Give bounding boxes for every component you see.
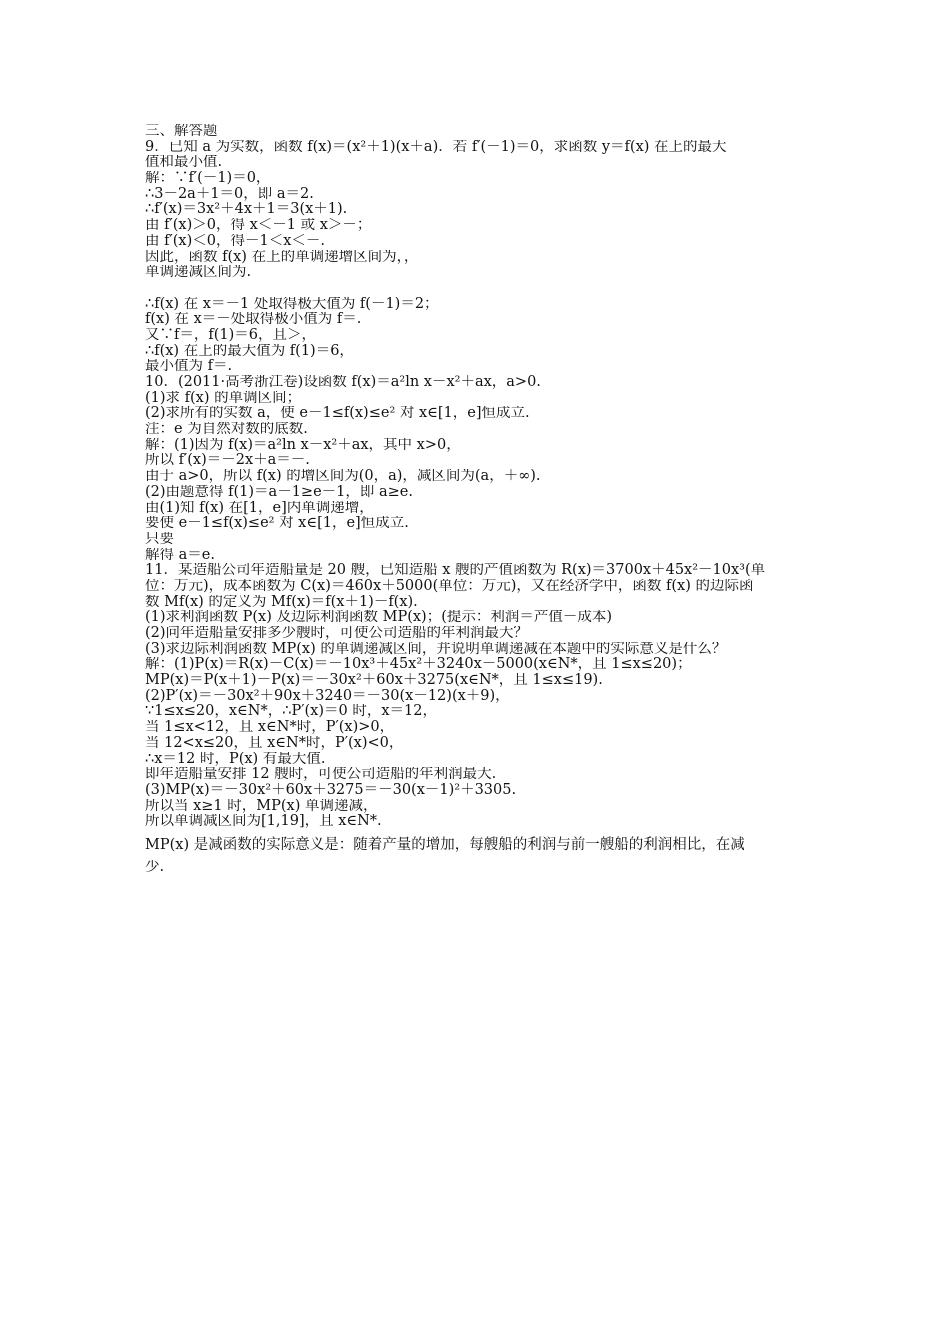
problem-9-statement-cont: 值和最小值. [145,155,223,171]
text-line: MP(x)＝P(x＋1)－P(x)＝－30x²＋60x＋3275(x∈N*，且 1≤x≤19). [145,673,603,689]
text-line: 由(1)知 f(x) 在[1，e]内单调递增， [145,500,374,516]
text-line: 当 1≤x<12，且 x∈N*时，P′(x)>0， [145,720,395,736]
text-line: 少. [145,859,165,875]
text-line: 最小值为 f＝. [145,359,233,375]
text-line: 注：e 为自然对数的底数. [145,422,308,438]
text-line: ∴x＝12 时，P(x) 有最大值. [145,751,326,767]
text-line: 解：(1)P(x)＝R(x)－C(x)＝－10x³＋45x²＋3240x－5000(x∈N*，且 1≤x≤20)； [145,657,692,673]
problem-10-statement: 10．(2011·高考浙江卷)设函数 f(x)＝a²ln x－x²＋ax，a>0. [145,375,541,390]
text-line: 要使 e－1≤f(x)≤e² 对 x∈[1，e]恒成立. [145,516,409,532]
text-line: 所以单调减区间为[1,19]，且 x∈N*. [145,814,382,830]
text-line: 即年造船量安排 12 艘时，可使公司造船的年利润最大. [145,767,497,783]
text-line: 由于 a>0，所以 f(x) 的增区间为(0，a)，减区间为(a，＋∞). [145,469,541,485]
text-line: 单调递减区间为. [145,265,252,281]
text-line: (3)求边际利润函数 MP(x) 的单调递减区间，并说明单调递减在本题中的实际意义是什么？ [145,641,727,657]
text-line: (3)MP(x)＝－30x²＋60x＋3275＝－30(x－1)²＋3305. [145,782,517,798]
text-line: 所以 f′(x)＝－2x＋a＝－. [145,453,310,469]
section-heading: 三、解答题 [145,124,218,139]
text-line: 解：∵f′(－1)＝0， [145,171,271,187]
text-line: ∴f(x) 在 x＝－1 处取得极大值为 f(－1)＝2； [145,296,439,312]
text-line: 只要 [145,531,174,547]
text-line: (1)求 f(x) 的单调区间； [145,390,302,406]
document-body [145,124,815,876]
text-line: MP(x) 是减函数的实际意义是：随着产量的增加，每艘船的利润与前一艘船的利润相比，在减 [145,836,745,853]
problem-11-statement: 11．某造船公司年造船量是 20 艘，已知造船 x 艘的产值函数为 R(x)＝3700x＋45x²－10x³(单 [145,563,766,579]
text-line: 由 f′(x)＞0，得 x＜－1 或 x＞－； [145,218,372,234]
text-line: ∵1≤x≤20，x∈N*，∴P′(x)＝0 时，x＝12， [145,704,437,720]
text-line: 由 f′(x)＜0，得－1＜x＜－. [145,233,325,249]
text-line: 当 12<x≤20，且 x∈N*时，P′(x)<0， [145,735,404,751]
blank-line [145,281,815,297]
problem-11-statement-cont: 数 Mf(x) 的定义为 Mf(x)＝f(x＋1)－f(x). [145,594,418,610]
text-line: (2)由题意得 f(1)＝a－1≥e－1，即 a≥e. [145,484,413,500]
text-line: (2)P′(x)＝－30x²＋90x＋3240＝－30(x－12)(x＋9)， [145,688,510,704]
text-line: ∴f′(x)＝3x²＋4x＋1＝3(x＋1). [145,202,348,218]
text-line: 又∵f＝，f(1)＝6，且＞， [145,327,316,343]
problem-11-statement-cont: 位：万元)，成本函数为 C(x)＝460x＋5000(单位：万元)，又在经济学中，函数 f(x) 的边际函 [145,578,754,594]
text-line: f(x) 在 x＝－处取得极小值为 f＝. [145,312,362,328]
text-line: (1)求利润函数 P(x) 及边际利润函数 MP(x)；(提示：利润＝产值－成本) [145,610,613,626]
text-line: ∴3－2a＋1＝0，即 a＝2. [145,186,314,202]
text-line: (2)求所有的实数 a，使 e－1≤f(x)≤e² 对 x∈[1，e]恒成立. [145,406,530,422]
text-line: 解：(1)因为 f(x)＝a²ln x－x²＋ax，其中 x>0， [145,437,461,453]
text-line: 解得 a＝e. [145,547,215,563]
text-line: (2)问年造船量安排多少艘时，可使公司造船的年利润最大？ [145,626,529,641]
text-line: ∴f(x) 在上的最大值为 f(1)＝6， [145,343,354,359]
problem-9-statement: 9．已知 a 为实数，函数 f(x)＝(x²＋1)(x＋a)．若 f′(－1)＝0，求函数 y＝f(x) 在上的最大 [145,139,727,155]
text-line: 所以当 x≥1 时，MP(x) 单调递减， [145,798,378,814]
text-line: 因此，函数 f(x) 在上的单调递增区间为，， [145,249,419,265]
